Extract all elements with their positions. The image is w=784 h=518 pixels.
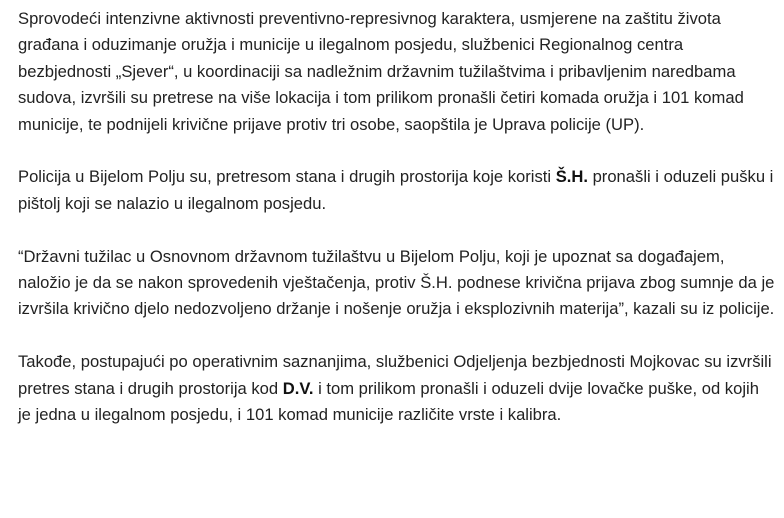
paragraph-text: “Državni tužilac u Osnovnom državnom tužilaštvu u Bijelom Polju, koji je upoznat sa događajem, naložio je da se nakon sprovedenih vještačenja, protiv Š.H. podnese krivična prijava zbog sumnje da je izvršila krivično djelo nedozvoljeno držanje i nošenje oružja i eksplozivnih materija”, kazali su iz policije. — [18, 246, 775, 319]
suspect-initials: D.V. — [282, 378, 314, 398]
paragraph-intro — [18, 6, 776, 138]
paragraph-text: Sprovodeći intenzivne aktivnosti preventivno-represivnog karaktera, usmjerene na zaštitu života građana i oduzimanje oružja i municije u ilegalnom posjedu, službenici Regionalnog centra bezbjednosti „Sjever“, u koordinaciji sa nadležnim državnim tužilaštvima i pribavljenim naredbama sudova, izvršili su pretrese na više lokacija i tom prilikom pronašli četiri komada oružja i 101 komad municije, te podnijeli krivične prijave protiv tri osobe, saopštila je Uprava policije (UP). — [18, 9, 744, 134]
paragraph-text: i tom prilikom pronašli i oduzeli dvije lovačke puške, od kojih je jedna u ilegalnom posjedu, i 101 komad municije različite vrste i kalibra. — [18, 378, 759, 425]
paragraph-text: Takođe, postupajući po operativnim saznanjima, službenici Odjeljenja bezbjednosti Mojkovac su izvršili pretres stana i drugih prostorija kod — [18, 352, 772, 398]
paragraph-text: Policija u Bijelom Polju su, pretresom stana i drugih prostorija koje koristi — [18, 167, 556, 187]
suspect-initials: Š.H. — [555, 167, 588, 187]
paragraph-quote — [18, 244, 776, 323]
paragraph-mojkovac — [18, 349, 776, 428]
paragraph-bijelo-polje — [18, 164, 776, 217]
paragraph-text: pronašli i oduzeli pušku i pištolj koji se nalazio u ilegalnom posjedu. — [18, 167, 774, 213]
